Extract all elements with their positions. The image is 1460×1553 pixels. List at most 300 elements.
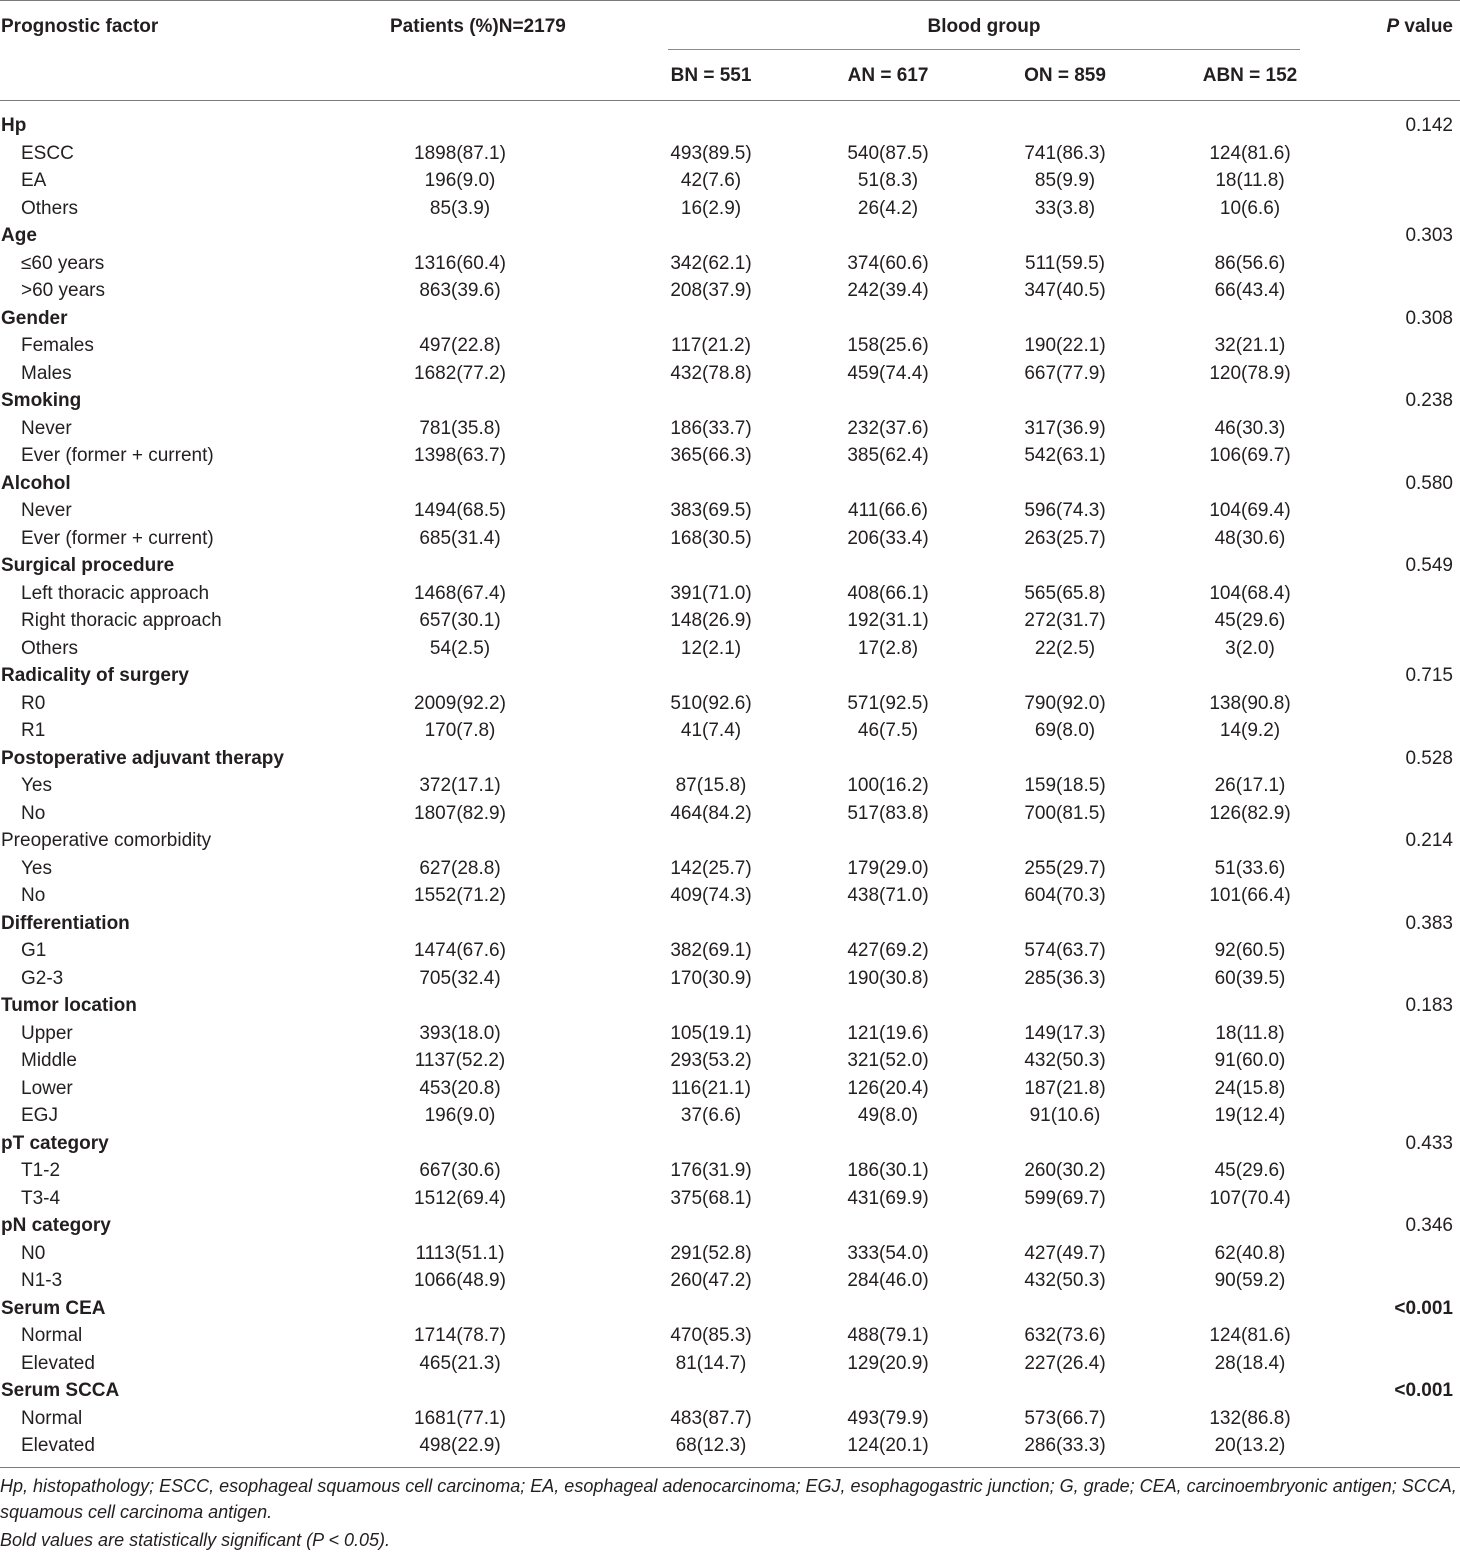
table-row-category [0,222,1460,250]
cell-blood-group: 260(30.2) [1024,1160,1106,1181]
cell-blood-group: 385(62.4) [847,445,929,466]
cell-blood-group: 285(36.3) [1024,967,1106,989]
cell-blood-group: 263(25.7) [1024,527,1106,549]
cell-patients: 657(30.1) [419,610,501,631]
table-row-category [0,1212,1460,1240]
cell-blood-group: 382(69.1) [670,940,752,961]
cell-blood-group: 158(25.6) [847,335,929,356]
cell-blood-group: 599(69.7) [1024,1187,1106,1209]
cell-p-value: 0.214 [1405,830,1453,851]
cell-patients: 453(20.8) [419,1077,501,1099]
cell-blood-group: 383(69.5) [670,500,752,521]
header-prognostic-factor: Prognostic factor [1,16,159,37]
cell-patients: 393(18.0) [419,1022,501,1044]
cell-patients: 627(28.8) [419,857,501,879]
cell-blood-group: 51(8.3) [857,170,919,191]
cell-blood-group: 87(15.8) [675,775,747,796]
cell-blood-group: 116(21.1) [671,1077,751,1099]
row-sublabel: Elevated [21,1435,95,1456]
row-sublabel: Middle [21,1050,77,1071]
cell-patients: 1316(60.4) [414,252,506,274]
row-sublabel: Ever (former + current) [21,445,214,466]
cell-blood-group: 42(7.6) [680,170,742,191]
row-category-label: Differentiation [1,912,130,934]
table-row-category [0,470,1460,498]
table-header-rule [0,100,1460,101]
row-category-label: Postoperative adjuvant therapy [1,747,284,769]
cell-patients: 667(30.6) [419,1160,501,1181]
row-sublabel: No [21,885,46,906]
cell-blood-group: 45(29.6) [1214,1160,1286,1181]
row-sublabel: Others [21,637,79,659]
cell-blood-group: 186(33.7) [670,417,752,439]
cell-blood-group: 19(12.4) [1214,1105,1286,1126]
cell-blood-group: 148(26.9) [670,610,752,631]
row-sublabel: No [21,802,46,824]
table-row [0,1020,1460,1048]
row-category-label: Hp [1,115,27,136]
row-sublabel: G1 [21,940,47,961]
cell-blood-group: 105(19.1) [670,1022,752,1044]
cell-p-value: 0.308 [1405,307,1453,329]
row-sublabel: ≤60 years [21,252,105,274]
cell-blood-group: 187(21.8) [1024,1077,1106,1099]
cell-patients: 1714(78.7) [414,1325,506,1346]
cell-blood-group: 464(84.2) [670,802,752,824]
cell-blood-group: 26(17.1) [1214,775,1286,796]
cell-blood-group: 45(29.6) [1214,610,1286,631]
table-row [0,800,1460,828]
table-row [0,1405,1460,1433]
row-category-label: Preoperative comorbidity [1,830,212,851]
cell-blood-group: 60(39.5) [1214,967,1286,989]
cell-blood-group: 17(2.8) [857,637,919,659]
cell-blood-group: 632(73.6) [1024,1325,1106,1346]
table-row-category [0,827,1460,855]
header-group-o: ON = 859 [1024,65,1106,86]
row-sublabel: Normal [21,1407,83,1429]
cell-blood-group: 138(90.8) [1209,692,1291,714]
cell-p-value: 0.142 [1405,115,1453,136]
cell-blood-group: 68(12.3) [675,1435,747,1456]
row-sublabel: R1 [21,720,46,741]
cell-p-value: 0.433 [1405,1132,1453,1154]
cell-blood-group: 571(92.5) [847,692,929,714]
cell-patients: 1512(69.4) [414,1187,506,1209]
cell-blood-group: 32(21.1) [1214,335,1286,356]
row-sublabel: Elevated [21,1352,95,1374]
row-sublabel: G2-3 [21,967,64,989]
cell-p-value: 0.549 [1405,555,1453,576]
cell-p-value: 0.303 [1405,225,1453,246]
cell-blood-group: 132(86.8) [1209,1407,1291,1429]
cell-patients: 497(22.8) [419,335,501,356]
cell-blood-group: 409(74.3) [670,885,752,906]
header-p-rest: value [1399,16,1453,37]
cell-blood-group: 540(87.5) [847,142,929,164]
cell-blood-group: 667(77.9) [1024,362,1106,384]
table-row [0,1047,1460,1075]
table-row [0,580,1460,608]
table-row [0,140,1460,168]
cell-patients: 498(22.9) [419,1435,501,1456]
table-row [0,882,1460,910]
cell-blood-group: 427(49.7) [1024,1242,1106,1264]
footnote-significance: Bold values are statistically significant (P < 0.05). [0,1530,391,1550]
header-p-value [1386,15,1453,39]
cell-blood-group: 459(74.4) [847,362,929,384]
cell-blood-group: 104(68.4) [1209,582,1291,604]
table-row [0,1267,1460,1295]
cell-patients: 863(39.6) [419,280,501,301]
cell-blood-group: 700(81.5) [1024,802,1106,824]
table-row [0,937,1460,965]
header-p-italic: P [1386,16,1400,37]
table-row [0,965,1460,993]
cell-blood-group: 104(69.4) [1209,500,1291,521]
row-category-label: Serum SCCA [1,1380,120,1401]
cell-blood-group: 517(83.8) [847,802,929,824]
table-row-category [0,112,1460,140]
cell-p-value: 0.580 [1405,472,1453,494]
table-row [0,1102,1460,1130]
row-category-label: Alcohol [1,472,71,494]
cell-patients: 372(17.1) [419,775,501,796]
cell-blood-group: 90(59.2) [1214,1270,1286,1291]
cell-patients: 196(9.0) [424,170,496,191]
cell-blood-group: 232(37.6) [847,417,929,439]
cell-blood-group: 293(53.2) [670,1050,752,1071]
cell-blood-group: 91(60.0) [1214,1050,1286,1071]
row-sublabel: Upper [21,1022,73,1044]
cell-patients: 1682(77.2) [414,362,506,384]
cell-blood-group: 20(13.2) [1214,1435,1286,1456]
table-row [0,1075,1460,1103]
cell-p-value: <0.001 [1394,1297,1453,1319]
cell-blood-group: 126(20.4) [847,1077,929,1099]
cell-blood-group: 284(46.0) [847,1270,929,1291]
cell-blood-group: 3(2.0) [1225,637,1275,659]
footnote-abbreviations-2: squamous cell carcinoma antigen. [0,1502,273,1522]
table-row [0,772,1460,800]
cell-blood-group: 192(31.1) [847,610,929,631]
cell-blood-group: 126(82.9) [1209,802,1291,824]
cell-blood-group: 470(85.3) [670,1325,752,1346]
cell-blood-group: 286(33.3) [1024,1435,1106,1456]
table-row [0,717,1460,745]
row-category-label: Tumor location [1,995,137,1016]
cell-blood-group: 179(29.0) [847,857,929,879]
cell-blood-group: 14(9.2) [1219,720,1281,741]
cell-patients: 1807(82.9) [414,802,506,824]
table-row-category [0,662,1460,690]
cell-blood-group: 190(30.8) [847,967,929,989]
cell-blood-group: 317(36.9) [1024,417,1106,439]
cell-blood-group: 10(6.6) [1219,197,1281,219]
cell-patients: 1468(67.4) [414,582,506,604]
table-row-category [0,1295,1460,1323]
cell-blood-group: 12(2.1) [680,637,742,659]
table-row [0,855,1460,883]
cell-blood-group: 26(4.2) [857,197,919,219]
cell-blood-group: 565(65.8) [1024,582,1106,604]
cell-patients: 170(7.8) [424,720,496,741]
row-sublabel: EGJ [21,1105,58,1126]
row-sublabel: ESCC [21,142,74,164]
cell-blood-group: 342(62.1) [670,252,752,274]
cell-blood-group: 427(69.2) [847,940,929,961]
row-sublabel: Never [21,417,72,439]
cell-patients: 705(32.4) [419,967,501,989]
cell-blood-group: 24(15.8) [1214,1077,1286,1099]
header-patients: Patients (%)N=2179 [390,16,566,37]
cell-blood-group: 431(69.9) [847,1187,929,1209]
table-row-category [0,1130,1460,1158]
row-sublabel: Normal [21,1325,83,1346]
table-row [0,497,1460,525]
cell-blood-group: 186(30.1) [847,1160,929,1181]
row-sublabel: T3-4 [21,1187,61,1209]
row-sublabel: Others [21,197,79,219]
row-sublabel: Never [21,500,72,521]
table-row [0,525,1460,553]
table-row [0,1432,1460,1460]
cell-patients: 781(35.8) [419,417,501,439]
cell-patients: 1137(52.2) [414,1050,506,1071]
table-row [0,250,1460,278]
cell-blood-group: 260(47.2) [670,1270,752,1291]
cell-blood-group: 741(86.3) [1024,142,1106,164]
cell-p-value: 0.383 [1405,912,1453,934]
cell-blood-group: 117(21.2) [671,335,751,356]
cell-blood-group: 85(9.9) [1034,170,1096,191]
table-row [0,415,1460,443]
cell-blood-group: 124(20.1) [847,1435,929,1456]
cell-blood-group: 18(11.8) [1215,170,1285,191]
cell-blood-group: 16(2.9) [680,197,742,219]
cell-blood-group: 206(33.4) [847,527,929,549]
row-sublabel: >60 years [21,280,105,301]
row-sublabel: Lower [21,1077,73,1099]
table-row [0,360,1460,388]
cell-blood-group: 18(11.8) [1215,1022,1285,1044]
cell-blood-group: 488(79.1) [847,1325,929,1346]
cell-blood-group: 511(59.5) [1025,252,1105,274]
cell-blood-group: 142(25.7) [670,857,752,879]
row-category-label: Age [1,225,37,246]
table-row [0,332,1460,360]
cell-blood-group: 124(81.6) [1209,142,1291,164]
cell-patients: 2009(92.2) [414,692,506,714]
cell-p-value: 0.238 [1405,390,1453,411]
cell-blood-group: 391(71.0) [670,582,752,604]
cell-patients: 54(2.5) [429,637,491,659]
row-category-label: Smoking [1,390,82,411]
header-group-a: AN = 617 [847,65,929,86]
table-row-category [0,910,1460,938]
cell-blood-group: 242(39.4) [847,280,929,301]
table-row [0,1322,1460,1350]
table-row [0,690,1460,718]
cell-blood-group: 46(7.5) [857,720,919,741]
cell-blood-group: 432(50.3) [1024,1050,1106,1071]
cell-patients: 85(3.9) [429,197,491,219]
table-top-rule [0,0,1460,1]
cell-blood-group: 41(7.4) [680,720,742,741]
cell-blood-group: 573(66.7) [1024,1407,1106,1429]
cell-blood-group: 170(30.9) [670,967,752,989]
cell-blood-group: 69(8.0) [1034,720,1096,741]
table-row-category [0,992,1460,1020]
header-group-b: BN = 551 [670,65,752,86]
cell-blood-group: 227(26.4) [1024,1352,1106,1374]
cell-blood-group: 493(89.5) [670,142,752,164]
cell-blood-group: 483(87.7) [670,1407,752,1429]
cell-patients: 465(21.3) [419,1352,501,1374]
cell-patients: 1681(77.1) [414,1407,506,1429]
cell-blood-group: 333(54.0) [847,1242,929,1264]
cell-blood-group: 91(10.6) [1029,1105,1101,1126]
row-category-label: Serum CEA [1,1297,106,1319]
cell-blood-group: 790(92.0) [1024,692,1106,714]
cell-blood-group: 51(33.6) [1214,857,1286,879]
cell-blood-group: 291(52.8) [670,1242,752,1264]
cell-p-value: 0.528 [1405,747,1453,769]
header-group-ab: ABN = 152 [1202,65,1298,86]
cell-patients: 1898(87.1) [414,142,506,164]
row-sublabel: Yes [21,857,52,879]
cell-patients: 1113(51.1) [415,1242,505,1264]
cell-blood-group: 432(50.3) [1024,1270,1106,1291]
cell-blood-group: 438(71.0) [847,885,929,906]
cell-blood-group: 190(22.1) [1024,335,1106,356]
cell-patients: 1552(71.2) [414,885,506,906]
table-row [0,607,1460,635]
cell-p-value: 0.346 [1405,1215,1453,1236]
cell-blood-group: 574(63.7) [1024,940,1106,961]
footnote-abbreviations-1: Hp, histopathology; ESCC, esophageal squamous cell carcinoma; EA, esophageal adenocarcinoma; EGJ, esophagogastric junction; G, grade; CEA, carcinoembryonic antigen; SCCA, [0,1476,1457,1496]
cell-blood-group: 365(66.3) [670,445,752,466]
cell-blood-group: 596(74.3) [1024,500,1106,521]
row-sublabel: Left thoracic approach [21,582,210,604]
cell-blood-group: 542(63.1) [1024,445,1106,466]
row-sublabel: N0 [21,1242,46,1264]
cell-blood-group: 62(40.8) [1214,1242,1286,1264]
cell-blood-group: 493(79.9) [847,1407,929,1429]
table-row [0,277,1460,305]
row-sublabel: N1-3 [21,1270,63,1291]
cell-blood-group: 124(81.6) [1209,1325,1291,1346]
cell-blood-group: 121(19.6) [847,1022,929,1044]
row-category-label: pT category [1,1132,109,1154]
cell-blood-group: 46(30.3) [1214,417,1286,439]
cell-blood-group: 347(40.5) [1024,280,1106,301]
cell-blood-group: 120(78.9) [1209,362,1291,384]
row-category-label: Surgical procedure [1,555,175,576]
cell-blood-group: 129(20.9) [847,1352,929,1374]
cell-blood-group: 22(2.5) [1034,637,1096,659]
table-row [0,1350,1460,1378]
cell-blood-group: 37(6.6) [680,1105,742,1126]
cell-blood-group: 432(78.8) [670,362,752,384]
table-row [0,167,1460,195]
cell-blood-group: 255(29.7) [1024,857,1106,879]
table-row [0,442,1460,470]
cell-blood-group: 375(68.1) [670,1187,752,1209]
cell-patients: 196(9.0) [424,1105,496,1126]
table-row [0,1185,1460,1213]
cell-patients: 1474(67.6) [414,940,506,961]
cell-blood-group: 48(30.6) [1214,527,1286,549]
cell-patients: 1066(48.9) [414,1270,506,1291]
cell-blood-group: 321(52.0) [847,1050,929,1071]
cell-patients: 1398(63.7) [414,445,506,466]
cell-blood-group: 510(92.6) [670,692,752,714]
table-row [0,1157,1460,1185]
table-bottom-rule [0,1467,1460,1468]
cell-p-value: <0.001 [1394,1380,1453,1401]
cell-patients: 1494(68.5) [414,500,506,521]
cell-blood-group: 411(66.6) [848,500,928,521]
cell-blood-group: 49(8.0) [857,1105,919,1126]
cell-blood-group: 33(3.8) [1034,197,1096,219]
table-row [0,1240,1460,1268]
cell-blood-group: 604(70.3) [1024,885,1106,906]
table-row-category [0,387,1460,415]
cell-blood-group: 168(30.5) [670,527,752,549]
cell-blood-group: 176(31.9) [670,1160,752,1181]
table-row-category [0,305,1460,333]
cell-blood-group: 86(56.6) [1214,252,1286,274]
row-sublabel: T1-2 [21,1160,61,1181]
cell-blood-group: 92(60.5) [1214,940,1286,961]
cell-blood-group: 101(66.4) [1209,885,1291,906]
blood-group-span-rule [668,49,1300,50]
cell-p-value: 0.183 [1405,995,1453,1016]
cell-blood-group: 28(18.4) [1214,1352,1286,1374]
row-sublabel: Females [21,335,94,356]
row-sublabel: Males [21,362,72,384]
cell-blood-group: 159(18.5) [1024,775,1106,796]
cell-blood-group: 208(37.9) [670,280,752,301]
row-sublabel: Right thoracic approach [21,610,222,631]
cell-blood-group: 106(69.7) [1209,445,1291,466]
cell-blood-group: 107(70.4) [1209,1187,1291,1209]
cell-blood-group: 408(66.1) [847,582,929,604]
table-row [0,635,1460,663]
cell-blood-group: 272(31.7) [1024,610,1106,631]
row-sublabel: R0 [21,692,46,714]
table-row-category [0,552,1460,580]
row-category-label: pN category [1,1215,111,1236]
cell-blood-group: 66(43.4) [1214,280,1286,301]
row-sublabel: Ever (former + current) [21,527,214,549]
table-row-category [0,1377,1460,1405]
row-category-label: Radicality of surgery [1,665,189,686]
cell-blood-group: 374(60.6) [847,252,929,274]
cell-blood-group: 149(17.3) [1024,1022,1106,1044]
row-sublabel: Yes [21,775,52,796]
cell-patients: 685(31.4) [419,527,501,549]
cell-p-value: 0.715 [1405,665,1453,686]
header-blood-group: Blood group [927,16,1041,37]
row-sublabel: EA [21,170,47,191]
row-category-label: Gender [1,307,68,329]
table-row [0,195,1460,223]
cell-blood-group: 81(14.7) [675,1352,747,1374]
cell-blood-group: 100(16.2) [847,775,929,796]
table-row-category [0,745,1460,773]
